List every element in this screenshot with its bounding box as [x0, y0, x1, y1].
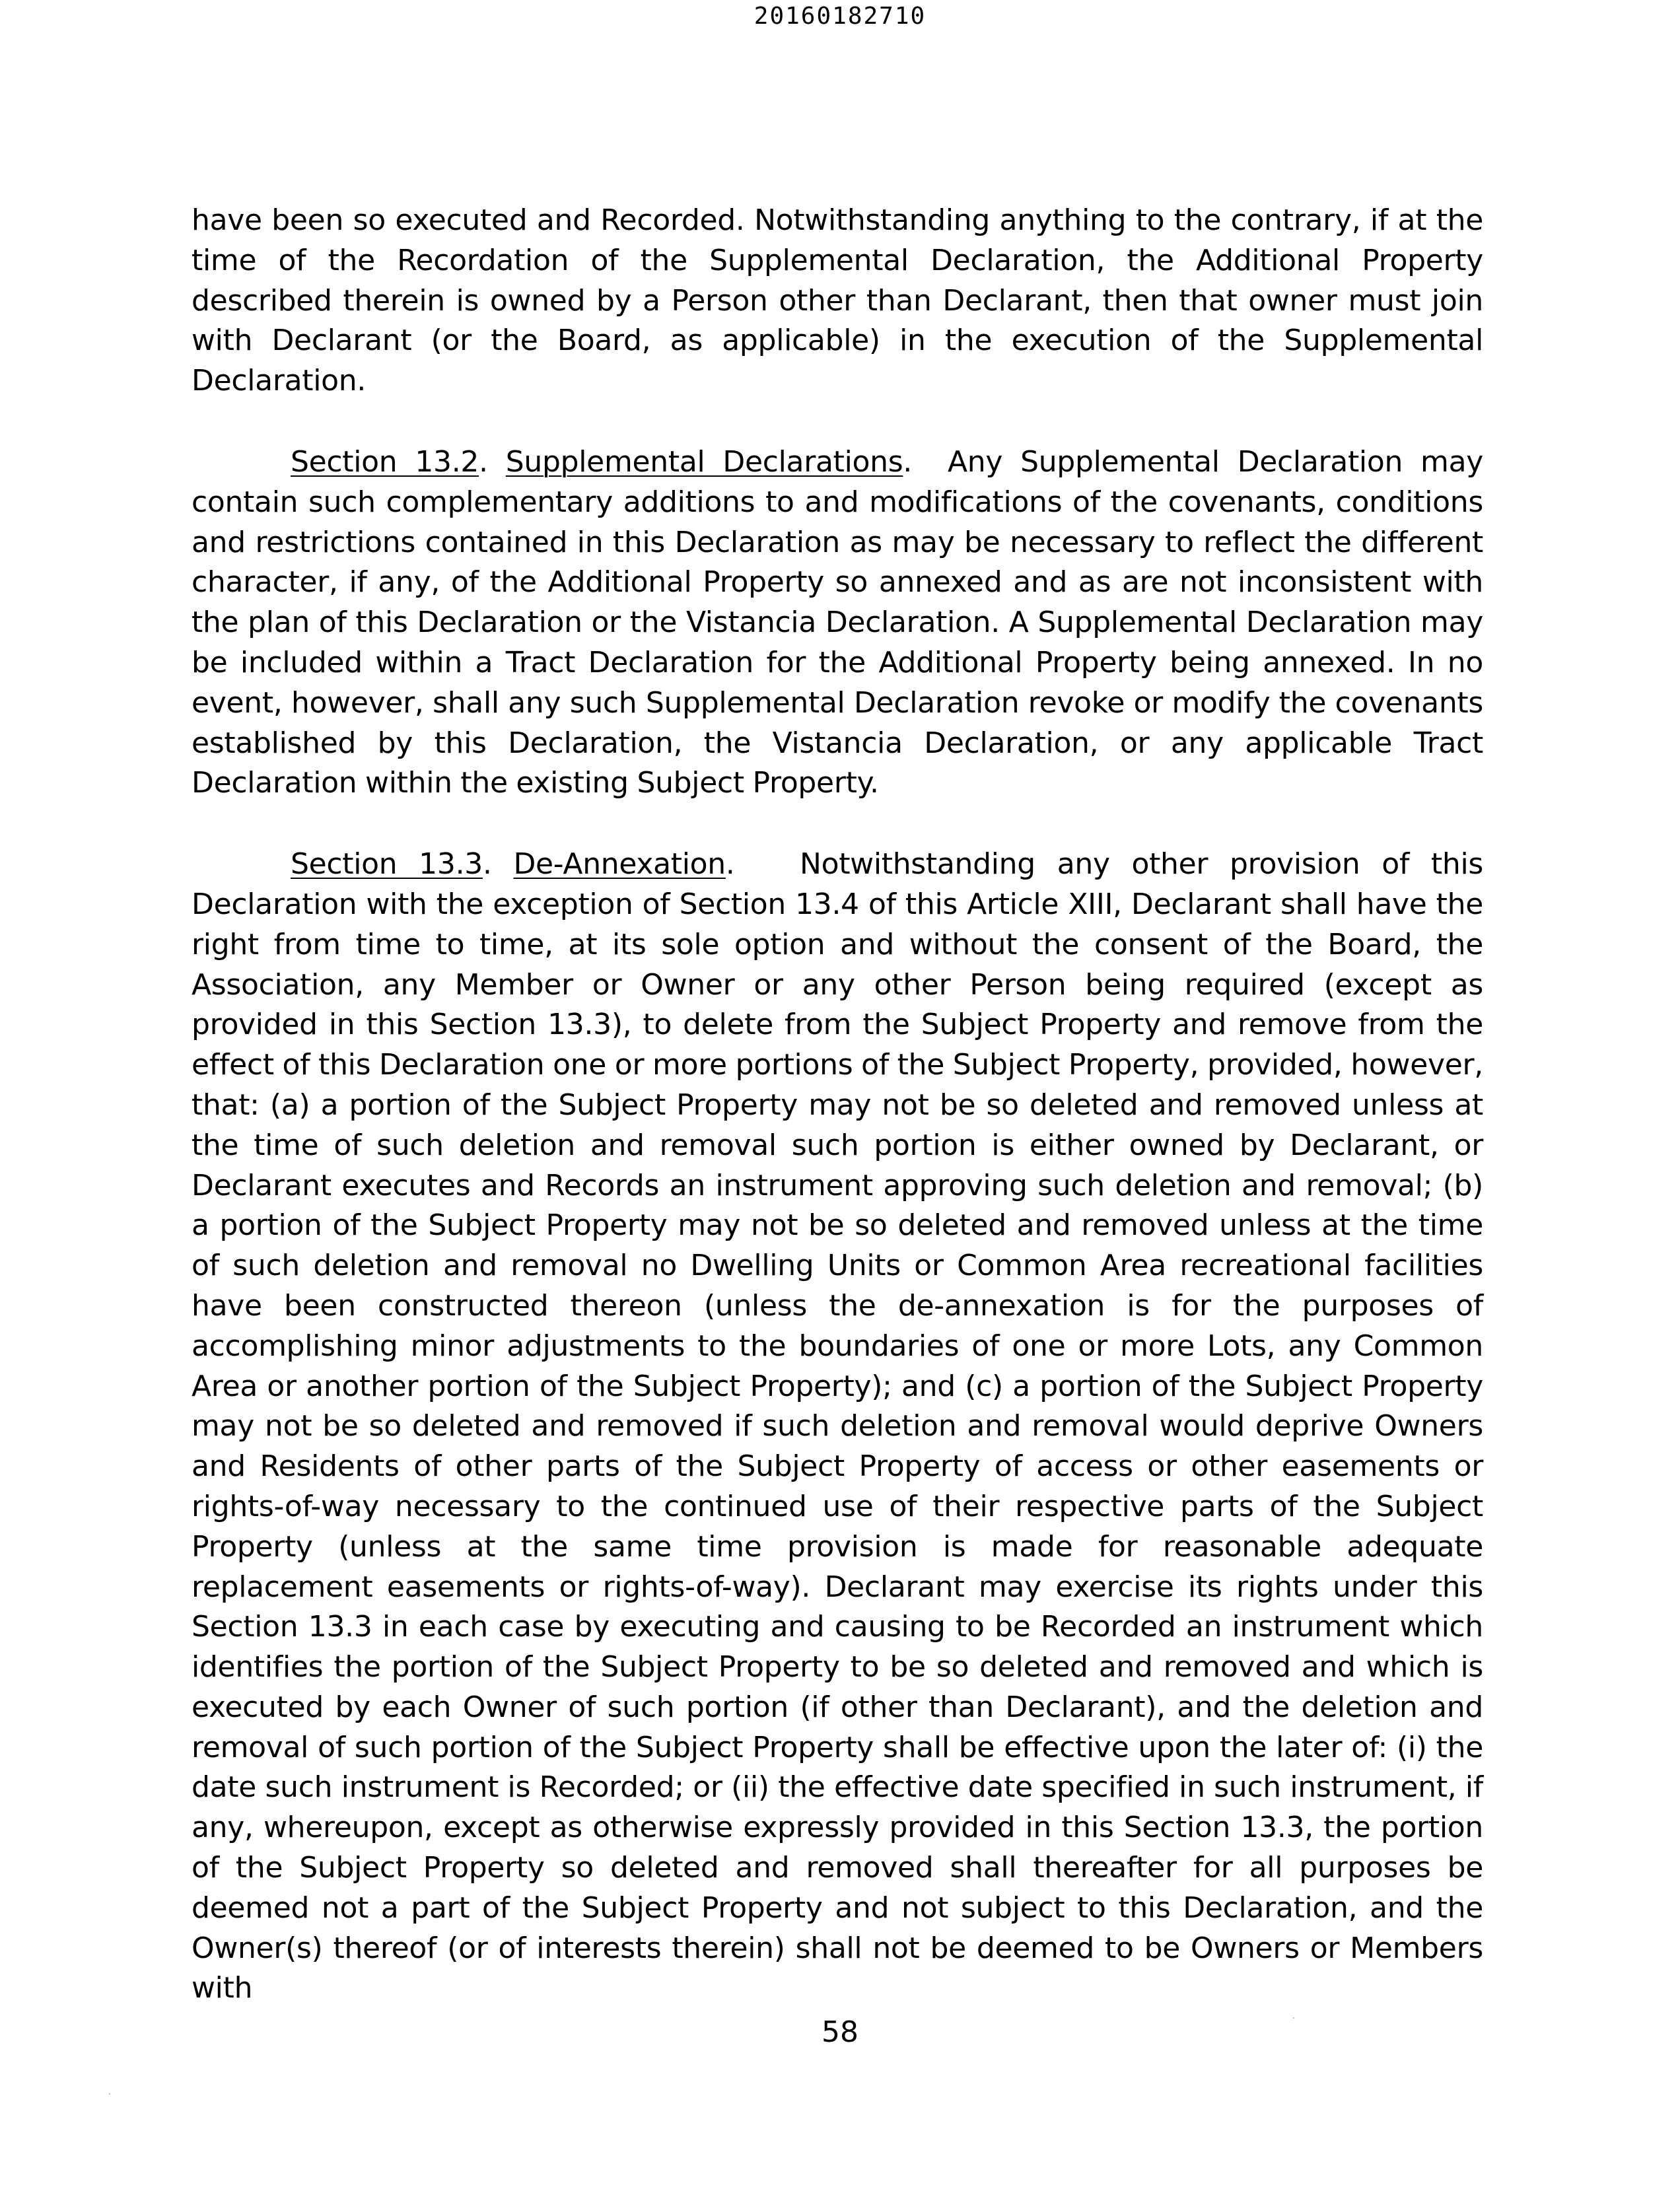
page-number: 58 — [822, 2015, 858, 2049]
section-label: Section 13.2 — [291, 444, 479, 479]
document-number: 20160182710 — [753, 3, 927, 30]
section-label: Section 13.3 — [291, 847, 483, 882]
scan-speck — [1293, 2017, 1294, 2019]
section-heading: Supplemental Declarations — [505, 444, 903, 479]
paragraph-gap — [192, 401, 1483, 442]
paragraph-continuation — [192, 201, 1483, 401]
paragraph-text: have been so executed and Recorded. Notwithstanding anything to the contrary, if at the time of the Recordation of the Supplemental Declaration, the Additional Property described therein is owned by a Person other than Declarant, then that owner must join with Declarant (or the Board, as applicable) in the execution of the Supplemental Declaration. — [192, 203, 1483, 398]
section-heading: De-Annexation — [513, 847, 726, 882]
paragraph-text: Any Supplemental Declaration may contain such complementary additions to and modifications of the covenants, conditions and restrictions contained in this Declaration as may be necessary to reflect the different character, if any, of the Additional Property so annexed and as are not inconsistent with the plan of this Declaration or the Vistancia Declaration. A Supplemental Declaration may be included within a Tract Declaration for the Additional Property being annexed. In no event, however, shall any such Supplemental Declaration revoke or modify the covenants established by this Declaration, the Vistancia Declaration, or any applicable Tract Declaration within the existing Subject Property. — [192, 444, 1483, 800]
scan-speck — [109, 2093, 110, 2095]
section-13-3-paragraph: Section 13.3. De-Annexation. Notwithstanding any other provision of this Declaration with the exception of Section 13.4 of this Article XIII, Declarant shall have the right from time to time, at its sole option and without the consent of the Board, the Association, any Member or Owner or any other Person being required (except as provided in this Section 13.3), to delete from the Subject Property and remove from the effect of this Declaration one or more portions of the Subject Property, provided, however, that: (a) a portion of the Subject Property may not be so deleted and removed unless at the time of such deletion and removal such portion is either owned by Declarant, or Declarant executes and Records an instrument approving such deletion and removal; (b) a portion of the Subject Property may not be so deleted and removed unless at the time of such deletion and removal no Dwelling Units or Common Area recreational facilities have been constructed thereon (unless the de-annexation is for the purposes of accomplishing minor adjustments to the boundaries of one or more Lots, any Common Area or another portion of the Subject Property); and (c) a portion of the Subject Property may not be so deleted and removed if such deletion and removal would deprive Owners and Residents of other parts of the Subject Property of access or other easements or rights-of-way necessary to the continued use of their respective parts of the Subject Property (unless at the same time provision is made for reasonable adequate replacement easements or rights-of-way). Declarant may exercise its rights under this Section 13.3 in each case by executing and causing to be Recorded an instrument which identifies the portion of the Subject Property to be so deleted and removed and which is executed by each Owner of such portion (if other than Declarant), and the deletion and removal of such portion of the Subject Property shall be effective upon the later of: (i) the date such instrument is Recorded; or (ii) the effective date specified in such instrument, if any, whereupon, except as otherwise expressly provided in this Section 13.3, the portion of the Subject Property so deleted and removed shall thereafter for all purposes be deemed not a part of the Subject Property and not subject to this Declaration, and the Owner(s) thereof (or of interests therein) shall not be deemed to be Owners or Members with — [192, 847, 1483, 2005]
paragraph-gap — [192, 804, 1483, 845]
section-13-2-paragraph: Section 13.2. Supplemental Declarations. Any Supplemental Declaration may contain such complementary additions to and modifications of the covenants, conditions and restrictions contained in this Declaration as may be necessary to reflect the different character, if any, of the Additional Property so annexed and as are not inconsistent with the plan of this Declaration or the Vistancia Declaration. A Supplemental Declaration may be included within a Tract Declaration for the Additional Property being annexed. In no event, however, shall any such Supplemental Declaration revoke or modify the covenants established by this Declaration, the Vistancia Declaration, or any applicable Tract Declaration within the existing Subject Property. — [192, 444, 1483, 800]
page-body — [192, 201, 1483, 2009]
paragraph-text: Notwithstanding any other provision of this Declaration with the exception of Section 13.4 of this Article XIII, Declarant shall have the right from time to time, at its sole option and without the consent of the Board, the Association, any Member or Owner or any other Person being required (except as provided in this Section 13.3), to delete from the Subject Property and remove from the effect of this Declaration one or more portions of the Subject Property, provided, however, that: (a) a portion of the Subject Property may not be so deleted and removed unless at the time of such deletion and removal such portion is either owned by Declarant, or Declarant executes and Records an instrument approving such deletion and removal; (b) a portion of the Subject Property may not be so deleted and removed unless at the time of such deletion and removal no Dwelling Units or Common Area recreational facilities have been constructed thereon (unless the de-annexation is for the purposes of accomplishing minor adjustments to the boundaries of one or more Lots, any Common Area or another portion of the Subject Property); and (c) a portion of the Subject Property may not be so deleted and removed if such deletion and removal would deprive Owners and Residents of other parts of the Subject Property of access or other easements or rights-of-way necessary to the continued use of their respective parts of the Subject Property (unless at the same time provision is made for reasonable adequate replacement easements or rights-of-way). Declarant may exercise its rights under this Section 13.3 in each case by executing and causing to be Recorded an instrument which identifies the portion of the Subject Property to be so deleted and removed and which is executed by each Owner of such portion (if other than Declarant), and the deletion and removal of such portion of the Subject Property shall be effective upon the later of: (i) the date such instrument is Recorded; or (ii) the effective date specified in such instrument, if any, whereupon, except as otherwise expressly provided in this Section 13.3, the portion of the Subject Property so deleted and removed shall thereafter for all purposes be deemed not a part of the Subject Property and not subject to this Declaration, and the Owner(s) thereof (or of interests therein) shall not be deemed to be Owners or Members with — [192, 847, 1483, 2005]
